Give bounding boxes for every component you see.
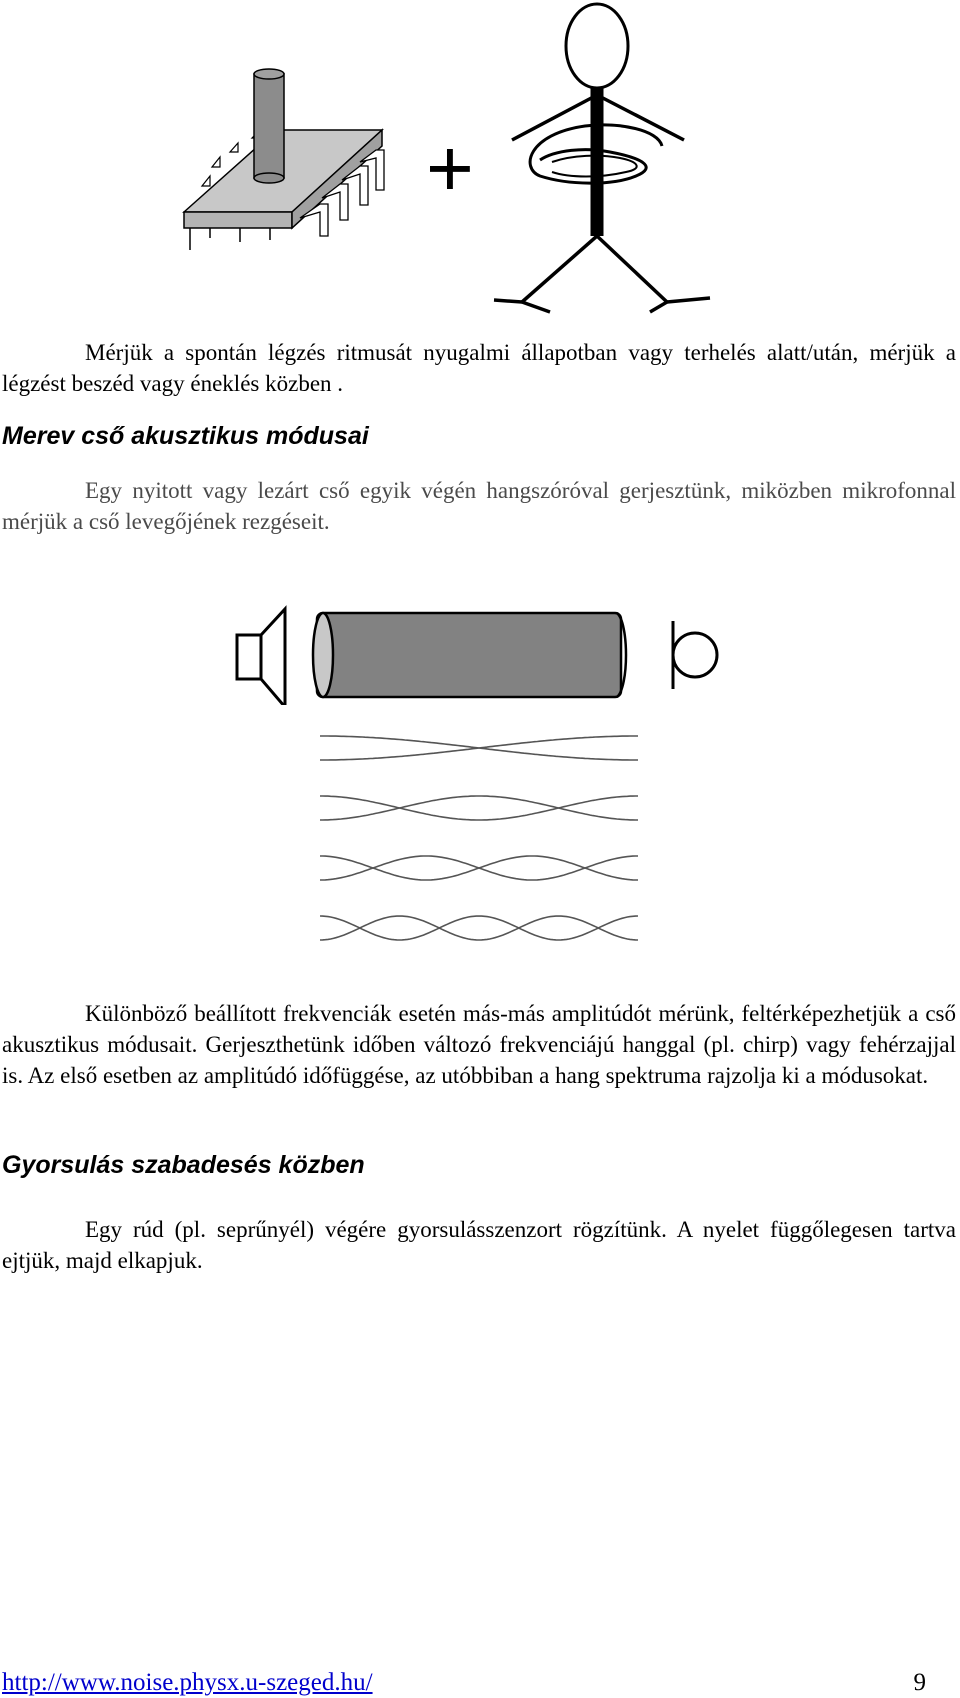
mode-3-curve	[320, 856, 638, 880]
mode-4-curve	[320, 916, 638, 940]
section-heading-free-fall: Gyorsulás szabadesés közben	[2, 1151, 365, 1179]
page-footer	[0, 1668, 960, 1698]
pressure-sensor-chip	[184, 69, 384, 250]
breathing-paragraph: Mérjük a spontán légzés ritmusát nyugalmi állapotban vagy terhelés alatt/után, mérjük a légzést beszéd vagy éneklés közben .	[2, 340, 956, 396]
mode-2-envelope	[320, 796, 638, 820]
tube-modes-intro-paragraph: Egy nyitott vagy lezárt cső egyik végén hangszóróval gerjesztünk, miközben mikrofonnal mérjük a cső levegőjének rezgéseit.	[2, 478, 956, 534]
free-fall-paragraph: Egy rúd (pl. seprűnyél) végére gyorsulásszenzort rögzítünk. A nyelet függőlegesen tartva ejtjük, majd elkapjuk.	[2, 1217, 956, 1273]
mode-1-envelope	[320, 736, 638, 760]
mode-4-curve	[320, 916, 638, 940]
tube-setup-figure	[225, 605, 735, 705]
mode-2-curve	[320, 796, 638, 820]
microphone-icon	[673, 621, 717, 689]
standing-wave-modes-figure	[320, 730, 640, 960]
loudspeaker-icon	[237, 609, 285, 705]
mode-3-envelope	[320, 856, 638, 880]
stick-figure-with-belt	[494, 4, 710, 312]
footer-website-link[interactable]: http://www.noise.physx.u-szeged.hu/	[2, 1669, 373, 1696]
plus-sign: +	[426, 123, 474, 214]
mode-1-curve	[320, 736, 638, 760]
tube-cylinder	[313, 613, 626, 697]
sensor-person-figure	[180, 0, 780, 335]
section-heading-tube-modes: Merev cső akusztikus módusai	[2, 422, 369, 450]
mode-2-curve	[320, 796, 638, 820]
mode-4-envelope	[320, 916, 638, 940]
page-number: 9	[913, 1669, 926, 1696]
tube-modes-detail-paragraph: Különböző beállított frekvenciák esetén más-más amplitúdót mérünk, feltérképezhetjük a cső akusztikus módusait. Gerjeszthetünk időben változó frekvenciájú hanggal (pl. chirp) vagy fehérzajjal is. Az első esetben az amplitúdó időfüggése, az utóbbiban a hang spektruma rajzolja ki a módusokat.	[2, 1001, 956, 1088]
